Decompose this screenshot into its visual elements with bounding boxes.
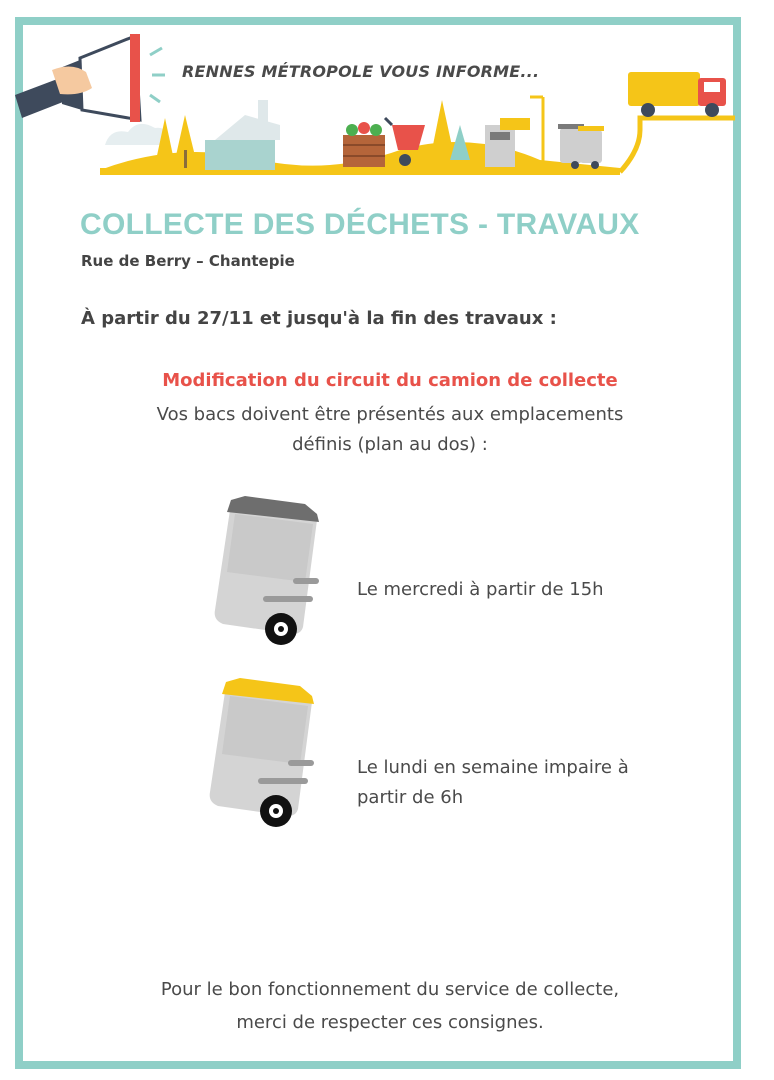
garbage-truck-icon xyxy=(628,72,726,117)
schedule-1-text xyxy=(357,575,604,605)
schedule-2-text xyxy=(357,753,629,813)
megaphone-icon xyxy=(15,34,165,122)
footer-line-1: Pour le bon fonctionnement du service de collecte, xyxy=(160,979,620,1000)
footer-text xyxy=(90,973,690,1039)
street-subtitle: Rue de Berry – Chantepie xyxy=(81,252,295,270)
instruction-line-2: définis (plan au dos) : xyxy=(292,434,488,455)
yellow-lid-bin-icon xyxy=(200,674,325,829)
page-title: COLLECTE DES DÉCHETS - TRAVAUX xyxy=(80,208,640,241)
modification-notice: Modification du circuit du camion de collecte xyxy=(162,370,618,391)
banner-illustration xyxy=(0,0,774,190)
footer-line-2: merci de respecter ces consignes. xyxy=(236,1012,544,1033)
instruction-text xyxy=(90,400,690,460)
grey-lid-bin-icon xyxy=(205,492,330,647)
schedule-1-line-1: Le mercredi à partir de 15h xyxy=(357,579,604,600)
period-text: À partir du 27/11 et jusqu'à la fin des travaux : xyxy=(81,308,557,329)
banner-title: RENNES MÉTROPOLE VOUS INFORME... xyxy=(182,62,540,81)
schedule-2-line-2: partir de 6h xyxy=(357,787,464,808)
instruction-line-1: Vos bacs doivent être présentés aux emplacements xyxy=(156,404,624,425)
header-banner xyxy=(0,0,774,190)
schedule-2-line-1: Le lundi en semaine impaire à xyxy=(357,757,629,778)
